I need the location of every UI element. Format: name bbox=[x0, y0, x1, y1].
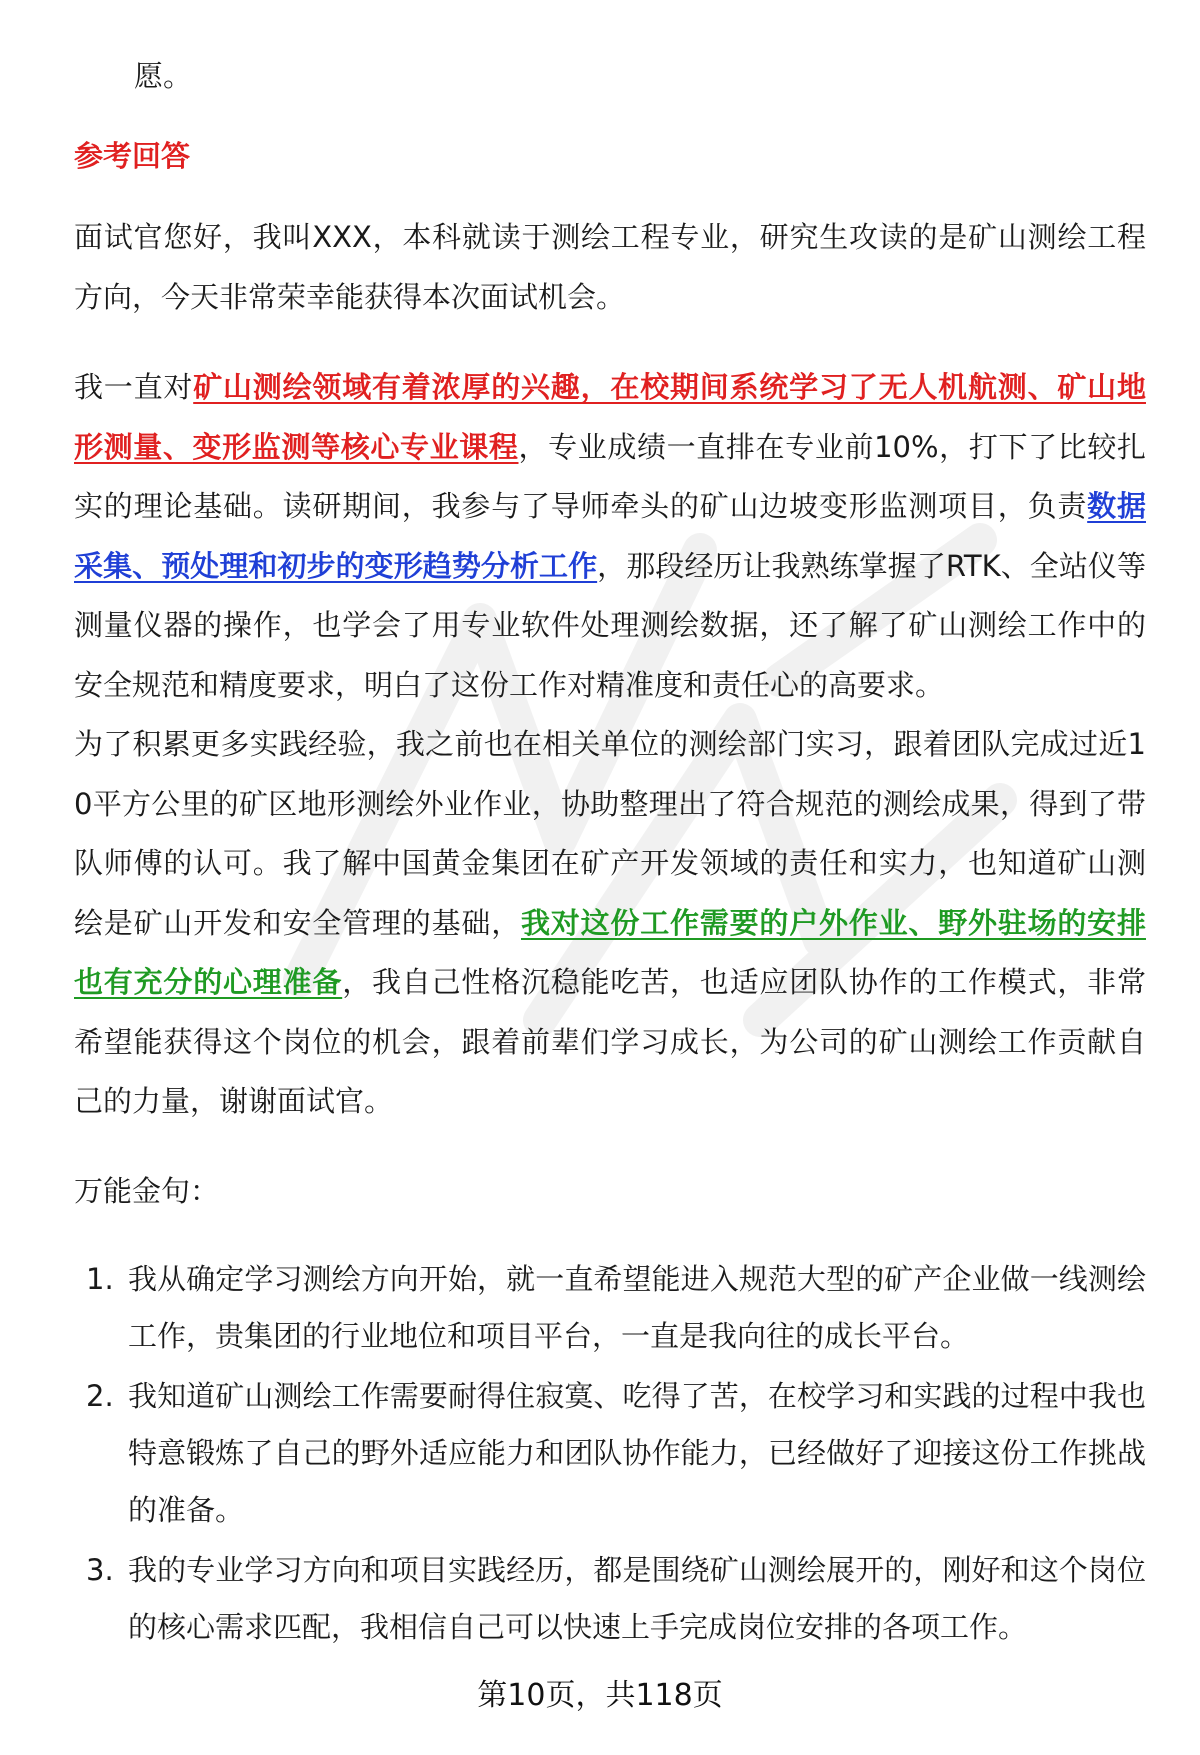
paragraph-text: 我一直对 bbox=[74, 370, 194, 404]
section-title: 参考回答 bbox=[74, 139, 191, 173]
list-item-text: 我知道矿山测绘工作需要耐得住寂寞、吃得了苦，在校学习和实践的过程中我也特意锻炼了自己的野外适应能力和团队协作能力，已经做好了迎接这份工作挑战的准备。 bbox=[128, 1379, 1146, 1527]
page-footer: 第10页，共118页 bbox=[477, 1678, 723, 1713]
list-item bbox=[74, 1542, 1146, 1656]
list-item-text: 我从确定学习测绘方向开始，就一直希望能进入规范大型的矿产企业做一线测绘工作，贵集团的行业地位和项目平台，一直是我向往的成长平台。 bbox=[128, 1262, 1146, 1353]
paragraph-text: ，专业成绩一直排在专业前10%，打下了比较扎实的理论基础。读研期间，我参与了导师牵头的矿山边坡变形监测项目，负责 bbox=[74, 429, 1146, 523]
highlight-red-text: 矿山测绘领域有着浓厚的兴趣，在校期间系统学习了无人机航测、矿山地形测量、变形监测等核心专业课程 bbox=[74, 370, 1146, 464]
golden-sentences-label: 万能金句： bbox=[74, 1173, 220, 1208]
highlight-green-text: 我对这份工作需要的户外作业、野外驻场的安排也有充分的心理准备 bbox=[74, 905, 1146, 999]
body-paragraph-experience bbox=[74, 358, 1146, 715]
paragraph-text: ，那段经历让我熟练掌握了RTK、全站仪等测量仪器的操作，也学会了用专业软件处理测绘数据，还了解了矿山测绘工作中的安全规范和精度要求，明白了这份工作对精准度和责任心的高要求。 bbox=[74, 548, 1146, 702]
list-item-number: 2. bbox=[86, 1379, 114, 1413]
list-item-number: 1. bbox=[86, 1262, 114, 1296]
golden-sentences-list bbox=[74, 1251, 1146, 1656]
list-item bbox=[74, 1251, 1146, 1365]
list-item bbox=[74, 1368, 1146, 1539]
document-page bbox=[74, 56, 1146, 1659]
list-item-number: 3. bbox=[86, 1553, 114, 1587]
body-paragraph-internship bbox=[74, 715, 1146, 1132]
highlight-blue-text: 数据采集、预处理和初步的变形趋势分析工作 bbox=[74, 489, 1146, 583]
carry-over-text: 愿。 bbox=[134, 59, 193, 93]
paragraph-text: 为了积累更多实践经验，我之前也在相关单位的测绘部门实习，跟着团队完成过近10平方公里的矿区地形测绘外业作业，协助整理出了符合规范的测绘成果，得到了带队师傅的认可。我了解中国黄金集团在矿产开发领域的责任和实力，也知道矿山测绘是矿山开发和安全管理的基础， bbox=[74, 727, 1146, 940]
list-item-text: 我的专业学习方向和项目实践经历，都是围绕矿山测绘展开的，刚好和这个岗位的核心需求匹配，我相信自己可以快速上手完成岗位安排的各项工作。 bbox=[128, 1553, 1146, 1644]
intro-paragraph: 面试官您好，我叫XXX，本科就读于测绘工程专业，研究生攻读的是矿山测绘工程方向，今天非常荣幸能获得本次面试机会。 bbox=[74, 220, 1146, 314]
paragraph-text: ，我自己性格沉稳能吃苦，也适应团队协作的工作模式，非常希望能获得这个岗位的机会，跟着前辈们学习成长，为公司的矿山测绘工作贡献自己的力量，谢谢面试官。 bbox=[74, 965, 1146, 1118]
